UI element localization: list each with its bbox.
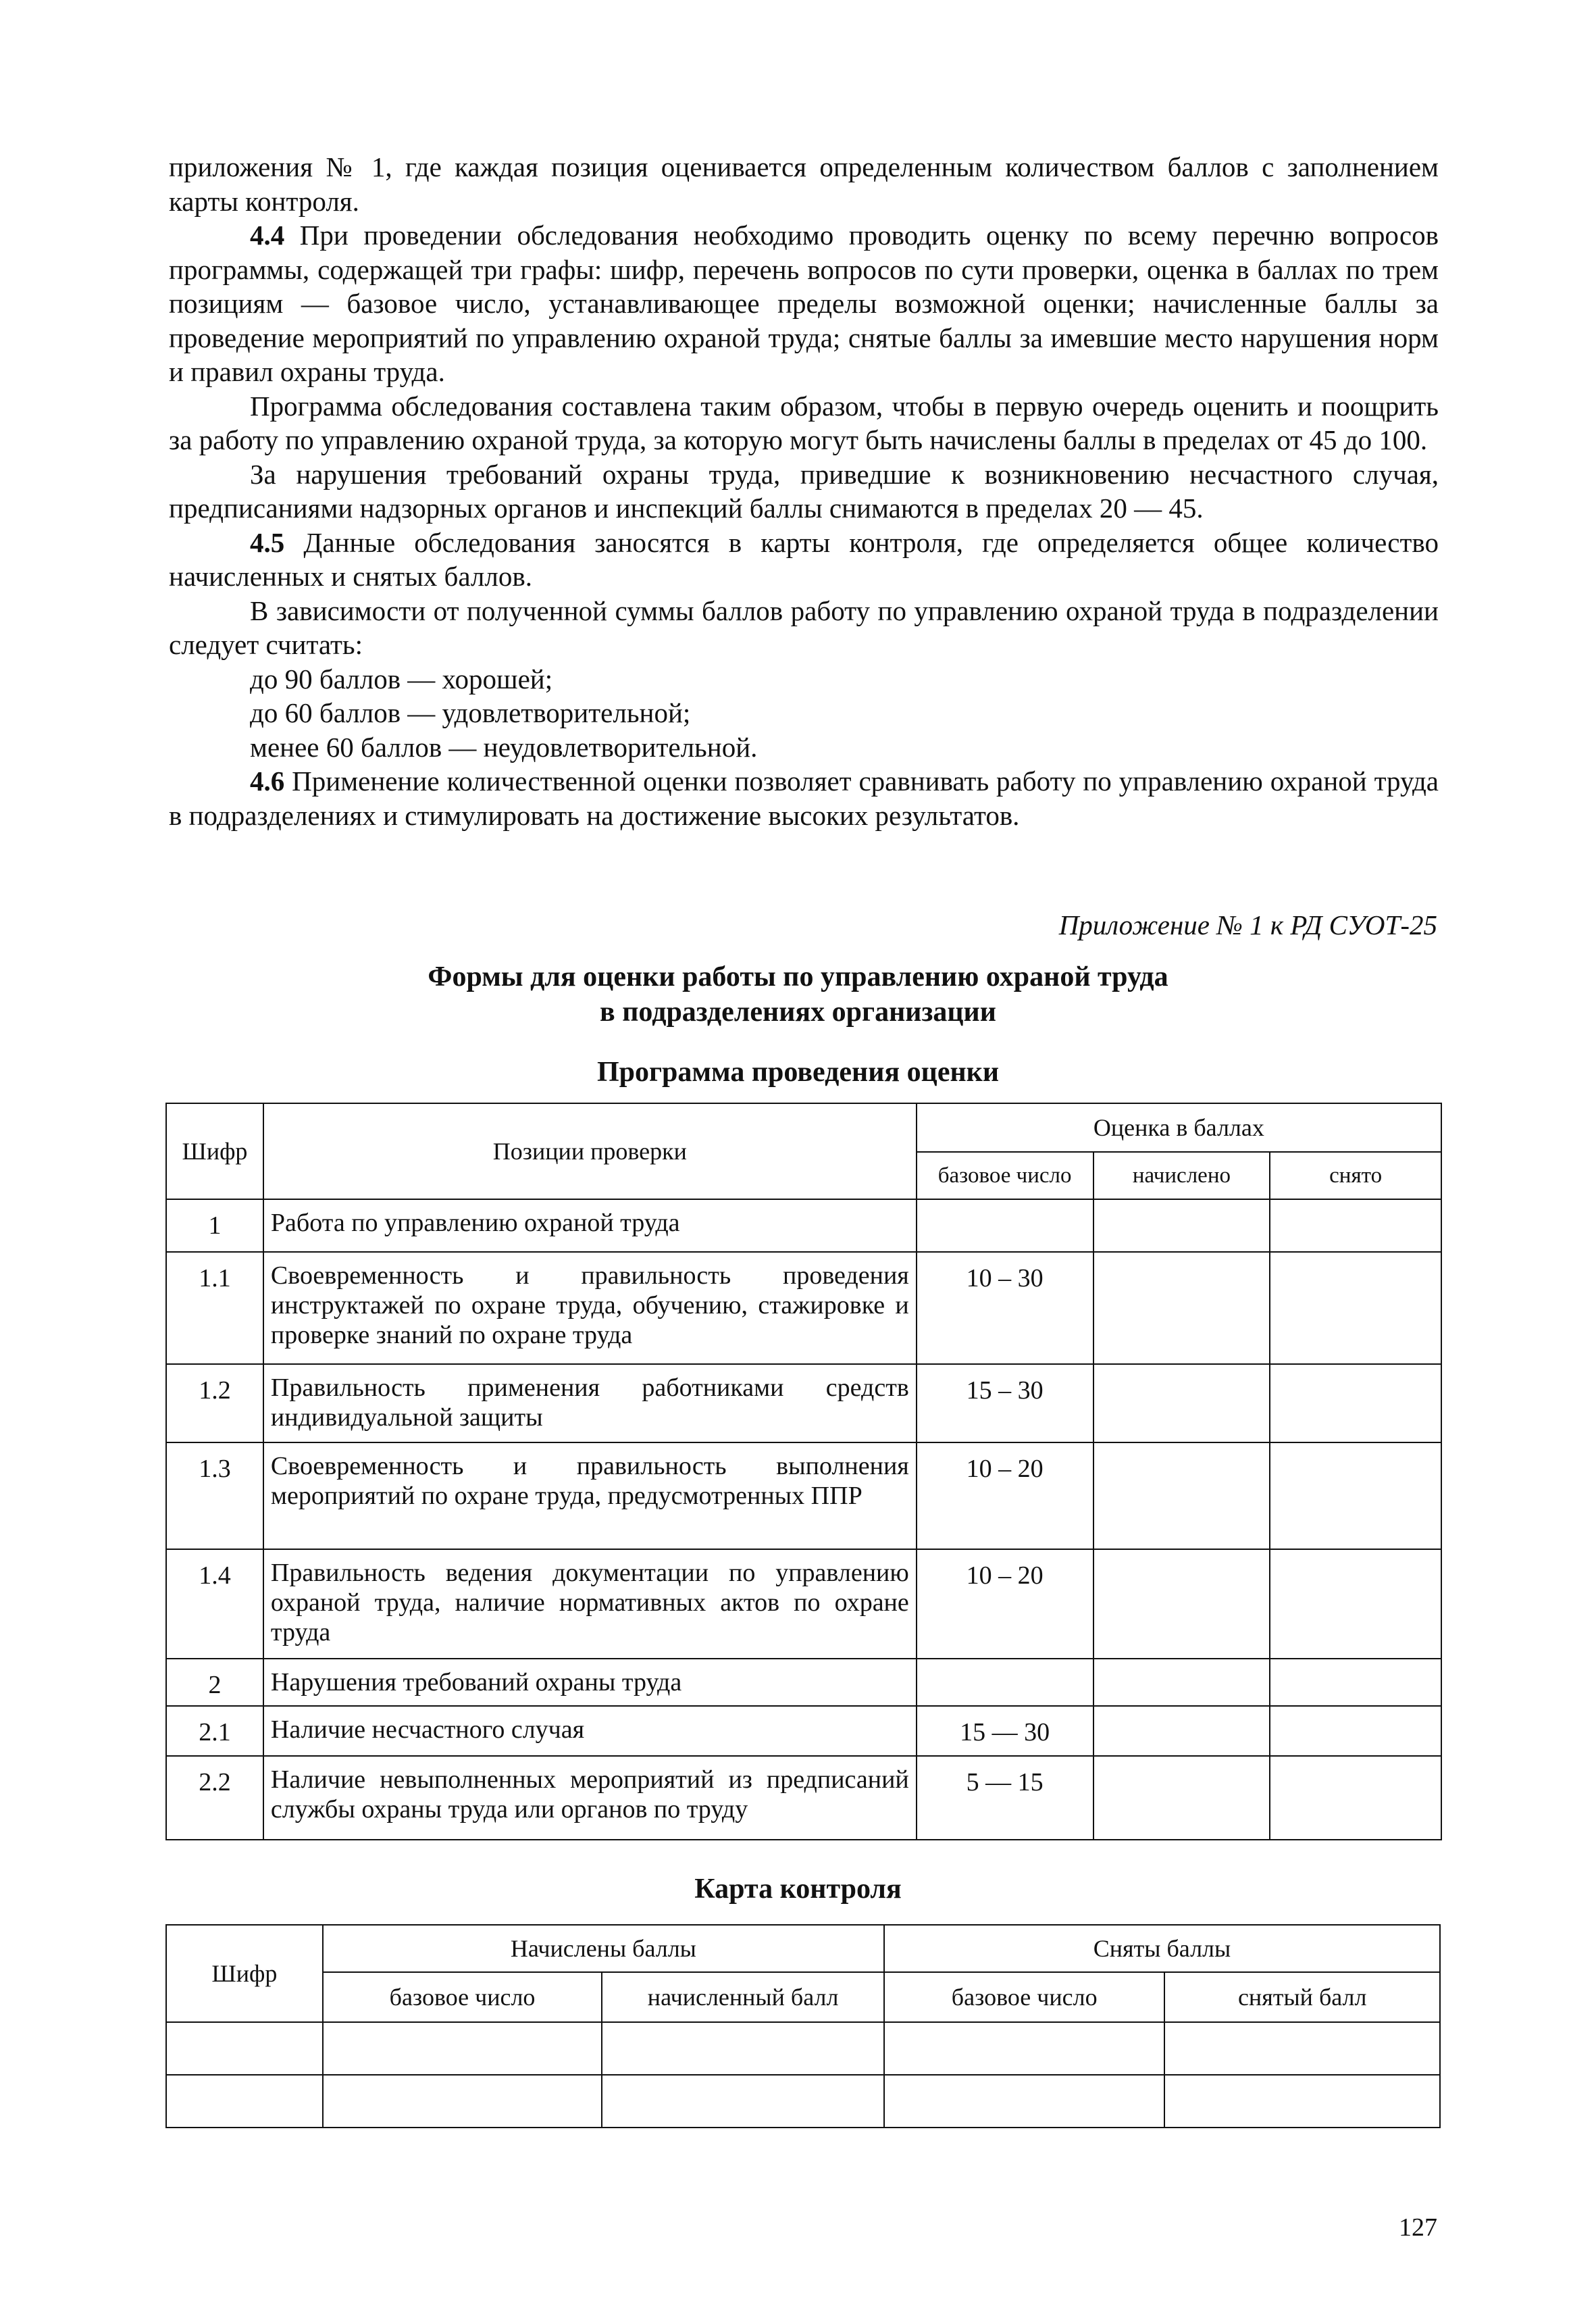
paragraph-4-5: 4.5 Данные обследования заносятся в карты контроля, где определяется общее количество начисленных и снятых баллов. bbox=[169, 526, 1439, 592]
table-header-row bbox=[166, 1103, 1441, 1152]
row-code: 1.2 bbox=[166, 1364, 263, 1442]
table-row bbox=[166, 2022, 1440, 2075]
empty-cell bbox=[323, 2075, 602, 2128]
empty-cell bbox=[884, 2022, 1165, 2075]
row-base: 15 — 30 bbox=[917, 1706, 1093, 1756]
row-text: Нарушения требований охраны труда bbox=[263, 1659, 917, 1706]
row-removed bbox=[1270, 1442, 1441, 1549]
control-header-accrued-score: начисленный балл bbox=[602, 1972, 884, 2022]
control-header-accrued: Начислены баллы bbox=[323, 1925, 884, 1972]
list-item: менее 60 баллов — неудовлетворительной. bbox=[250, 731, 758, 763]
row-accrued bbox=[1093, 1199, 1270, 1252]
row-base: 10 – 20 bbox=[917, 1549, 1093, 1659]
row-base: 10 – 20 bbox=[917, 1442, 1093, 1549]
empty-cell bbox=[166, 2022, 323, 2075]
header-accrued: начислено bbox=[1093, 1152, 1270, 1199]
empty-cell bbox=[602, 2075, 884, 2128]
control-title: Карта контроля bbox=[694, 1873, 902, 1905]
table-row bbox=[166, 1659, 1441, 1706]
empty-cell bbox=[166, 2075, 323, 2128]
row-code: 1 bbox=[166, 1199, 263, 1252]
header-score: Оценка в баллах bbox=[917, 1103, 1441, 1152]
table-row bbox=[166, 1549, 1441, 1659]
control-header-removed: Сняты баллы bbox=[884, 1925, 1440, 1972]
row-code: 1.3 bbox=[166, 1442, 263, 1549]
header-positions: Позиции проверки bbox=[263, 1103, 917, 1199]
row-text: Наличие несчастного случая bbox=[263, 1706, 917, 1756]
row-text: Правильность ведения документации по управлению охраной труда, наличие нормативных актов по охране труда bbox=[263, 1549, 917, 1659]
row-base bbox=[917, 1199, 1093, 1252]
form-title bbox=[0, 959, 1596, 1030]
body-text bbox=[169, 150, 1439, 832]
empty-cell bbox=[1164, 2075, 1440, 2128]
table-subheader-row bbox=[166, 1972, 1440, 2022]
row-text: Работа по управлению охраной труда bbox=[263, 1199, 917, 1252]
paragraph-4-4: 4.4 При проведении обследования необходимо проводить оценку по всему перечню вопросов программы, содержащей три графы: шифр, перечень вопросов по сути проверки, оценка в баллах по трем позициям — базовое число, устанавливающее пределы возможной оценки; начисленные баллы за проведение мероприятий по управлению охраной труда; снятые баллы за имевшие место нарушения норм и правил охраны труда. bbox=[169, 220, 1439, 387]
row-text: Правильность применения работниками средств индивидуальной защиты bbox=[263, 1364, 917, 1442]
list-item: до 90 баллов — хорошей; bbox=[250, 663, 553, 695]
empty-cell bbox=[323, 2022, 602, 2075]
row-removed bbox=[1270, 1199, 1441, 1252]
control-header-base-2: базовое число bbox=[884, 1972, 1165, 2022]
row-code: 1.4 bbox=[166, 1549, 263, 1659]
paragraph-violations: За нарушения требований охраны труда, приведшие к возникновению несчастного случая, предписаниями надзорных органов и инспекций баллы снимаются в пределах 20 — 45. bbox=[169, 458, 1439, 524]
header-code: Шифр bbox=[166, 1103, 263, 1199]
control-table bbox=[165, 1924, 1441, 2128]
control-header-base-1: базовое число bbox=[323, 1972, 602, 2022]
row-removed bbox=[1270, 1659, 1441, 1706]
empty-cell bbox=[1164, 2022, 1440, 2075]
table-row bbox=[166, 1756, 1441, 1840]
row-base: 15 – 30 bbox=[917, 1364, 1093, 1442]
row-text: Наличие невыполненных мероприятий из предписаний службы охраны труда или органов по труду bbox=[263, 1756, 917, 1840]
row-accrued bbox=[1093, 1756, 1270, 1840]
row-removed bbox=[1270, 1756, 1441, 1840]
paragraph-1: приложения № 1, где каждая позиция оценивается определенным количеством баллов с заполнением карты контроля. bbox=[169, 151, 1439, 217]
row-accrued bbox=[1093, 1252, 1270, 1364]
paragraph-program: Программа обследования составлена таким образом, чтобы в первую очередь оценить и поощрить за работу по управлению охраной труда, за которую могут быть начислены баллы в пределах от 45 до 100. bbox=[169, 390, 1439, 455]
row-code: 1.1 bbox=[166, 1252, 263, 1364]
paragraph-scoring: В зависимости от полученной суммы баллов работу по управлению охраной труда в подразделении следует считать: bbox=[169, 595, 1439, 660]
table-row bbox=[166, 1442, 1441, 1549]
row-base: 5 — 15 bbox=[917, 1756, 1093, 1840]
program-title: Программа проведения оценки bbox=[596, 1057, 1000, 1088]
header-base: базовое число bbox=[917, 1152, 1093, 1199]
table-row bbox=[166, 2075, 1440, 2128]
row-text: Своевременность и правильность выполнения мероприятий по охране труда, предусмотренных ППР bbox=[263, 1442, 917, 1549]
row-code: 2.1 bbox=[166, 1706, 263, 1756]
header-removed: снято bbox=[1270, 1152, 1441, 1199]
table-row bbox=[166, 1706, 1441, 1756]
row-code: 2 bbox=[166, 1659, 263, 1706]
row-accrued bbox=[1093, 1706, 1270, 1756]
row-removed bbox=[1270, 1706, 1441, 1756]
table-row bbox=[166, 1364, 1441, 1442]
program-table bbox=[165, 1103, 1442, 1840]
empty-cell bbox=[884, 2075, 1165, 2128]
row-removed bbox=[1270, 1252, 1441, 1364]
empty-cell bbox=[602, 2022, 884, 2075]
row-code: 2.2 bbox=[166, 1756, 263, 1840]
form-title-line-1: Формы для оценки работы по управлению охраной труда bbox=[428, 961, 1168, 992]
row-accrued bbox=[1093, 1659, 1270, 1706]
appendix-label: Приложение № 1 к РД СУОТ-25 bbox=[1058, 909, 1437, 940]
list-item: до 60 баллов — удовлетворительной; bbox=[250, 697, 691, 728]
page-number: 127 bbox=[1399, 2213, 1437, 2242]
row-removed bbox=[1270, 1364, 1441, 1442]
form-title-line-2: в подразделениях организации bbox=[600, 997, 996, 1028]
row-removed bbox=[1270, 1549, 1441, 1659]
control-header-removed-score: снятый балл bbox=[1164, 1972, 1440, 2022]
row-base bbox=[917, 1659, 1093, 1706]
table-row bbox=[166, 1252, 1441, 1364]
row-base: 10 – 30 bbox=[917, 1252, 1093, 1364]
control-header-code: Шифр bbox=[166, 1925, 323, 2022]
table-row bbox=[166, 1199, 1441, 1252]
row-accrued bbox=[1093, 1549, 1270, 1659]
row-accrued bbox=[1093, 1442, 1270, 1549]
row-text: Своевременность и правильность проведения инструктажей по охране труда, обучению, стажировке и проверке знаний по охране труда bbox=[263, 1252, 917, 1364]
paragraph-4-6: 4.6 Применение количественной оценки позволяет сравнивать работу по управлению охраной труда в подразделениях и стимулировать на достижение высоких результатов. bbox=[169, 765, 1439, 831]
row-accrued bbox=[1093, 1364, 1270, 1442]
table-header-row bbox=[166, 1925, 1440, 1972]
